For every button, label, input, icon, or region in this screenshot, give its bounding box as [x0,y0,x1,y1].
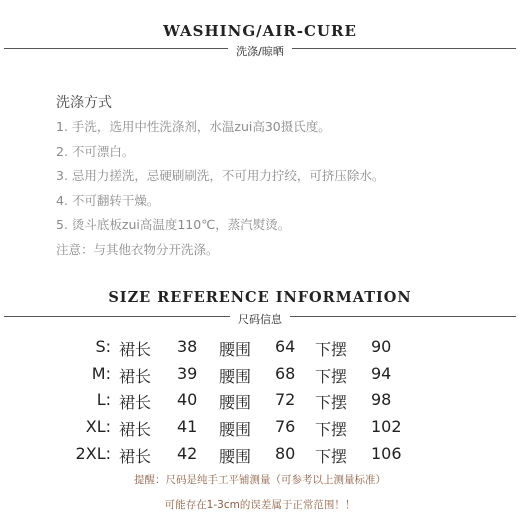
length-value: 41 [177,417,198,437]
care-item: 5. 烫斗底板zui高温度110℃，蒸汽熨烫。 [56,217,291,233]
size-label: XL: [85,417,111,437]
hem-label: 下摆 [315,340,348,359]
hem-value: 94 [371,363,392,383]
hem-label: 下摆 [315,420,348,440]
care-item: 4. 不可翻转干燥。 [56,192,160,208]
size-row [0,417,520,444]
care-note: 注意：与其他衣物分开洗涤。 [56,241,219,257]
care-item: 1. 手洗，选用中性洗涤剂，水温zui高30摄氏度。 [56,119,331,134]
waist-label: 腰围 [219,366,252,386]
waist-value: 76 [275,417,296,437]
length-value: 40 [177,390,198,410]
tolerance-note: 可能存在1-3cm的误差属于正常范围！！ [164,499,356,511]
hem-value: 106 [371,443,402,463]
length-value: 38 [177,337,198,356]
length-label: 裙长 [119,420,152,440]
washing-title: WASHING/AIR-CURE [163,22,357,40]
size-label: 2XL: [75,443,111,463]
care-item: 3. 忌用力搓洗，忌硬刷刷洗，不可用力拧绞，可挤压除水。 [56,168,385,184]
size-label: M: [91,363,111,383]
size-label: S: [95,337,111,356]
length-label: 裙长 [119,366,152,386]
measurement-note: 提醒：尺码是纯手工平铺测量（可参考以上测量标准） [134,474,386,486]
size-row [0,337,520,364]
waist-value: 68 [275,363,296,383]
size-subtitle: 尺码信息 [230,313,290,326]
waist-label: 腰围 [219,393,252,413]
hem-label: 下摆 [315,393,348,413]
size-row [0,390,520,417]
length-value: 42 [177,443,198,463]
hem-label: 下摆 [315,446,348,466]
waist-label: 腰围 [219,340,252,359]
hem-value: 98 [371,390,392,410]
waist-value: 64 [275,337,296,356]
care-heading: 洗涤方式 [56,95,112,111]
length-label: 裙长 [119,393,152,413]
care-list [56,118,384,266]
hem-label: 下摆 [315,366,348,386]
waist-value: 80 [275,443,296,463]
care-item: 2. 不可漂白。 [56,143,135,159]
length-value: 39 [177,363,198,383]
size-title: SIZE REFERENCE INFORMATION [108,289,412,306]
size-row [0,444,520,471]
size-row [0,364,520,391]
washing-subtitle: 洗涤/晾晒 [228,45,292,58]
size-label: L: [96,390,111,410]
size-table [0,337,520,470]
waist-value: 72 [275,390,296,410]
hem-value: 90 [371,337,392,356]
waist-label: 腰围 [219,446,252,466]
length-label: 裙长 [119,340,152,359]
length-label: 裙长 [119,446,152,466]
hem-value: 102 [371,417,402,437]
waist-label: 腰围 [219,420,252,440]
